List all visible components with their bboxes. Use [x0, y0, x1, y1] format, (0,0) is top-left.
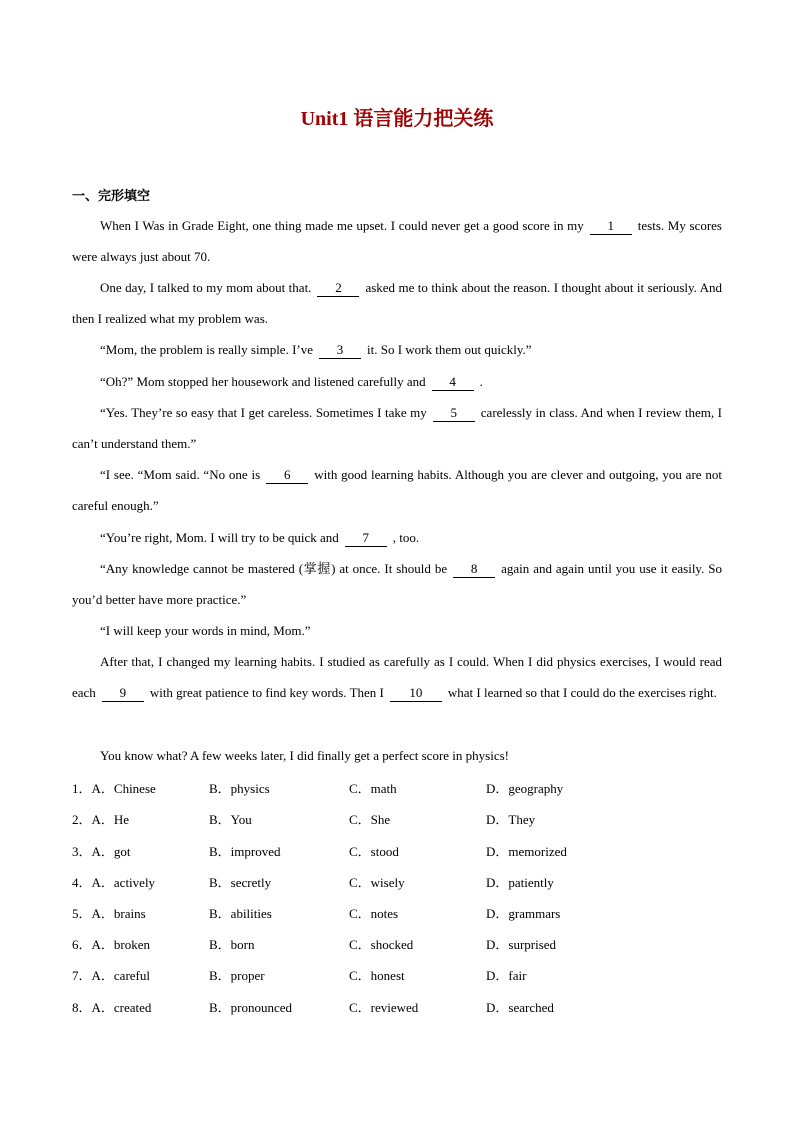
paragraph-text: “You’re right, Mom. I will try to be quick and — [100, 530, 339, 545]
option-a: A．broken — [91, 937, 151, 952]
option-a: A．careful — [91, 968, 150, 983]
question-row — [72, 903, 722, 923]
question-number-and-option-a — [72, 965, 150, 984]
option-c: C．stood — [349, 844, 399, 859]
question-number-and-option-a — [72, 841, 131, 860]
option-d: D．surprised — [486, 937, 557, 952]
paragraph-text: with good learning habits. Although you are clever and outgoing, you are not careful enough.” — [72, 467, 722, 513]
blank-1: 1 — [590, 218, 632, 235]
option-c: C．wisely — [349, 875, 405, 890]
option-d: D．memorized — [486, 844, 567, 859]
paragraph-text: carelessly in class. And when I review them, I can’t understand them.” — [72, 405, 722, 451]
blank-5: 5 — [433, 405, 475, 422]
option-b: B．You — [209, 812, 252, 827]
option-d: D．They — [486, 812, 536, 827]
option-c: C．notes — [349, 906, 399, 921]
passage-paragraph-7 — [72, 522, 722, 553]
question-row — [72, 809, 722, 829]
passage-paragraph-6 — [72, 459, 722, 521]
paragraph-text: again and again until you use it easily. So you’d better have more practice.” — [72, 561, 722, 607]
passage-paragraph-9 — [72, 615, 722, 646]
paragraph-text: what I learned so that I could do the exercises right. — [447, 685, 717, 700]
question-row — [72, 997, 722, 1017]
question-number-and-option-a — [72, 903, 146, 922]
blank-10: 10 — [390, 685, 442, 702]
paragraph-text: “Oh?” Mom stopped her housework and listened carefully and — [100, 374, 426, 389]
option-b: B．secretly — [209, 875, 272, 890]
passage-paragraph-11 — [72, 740, 722, 771]
option-a: A．created — [91, 1000, 152, 1015]
option-d: D．searched — [486, 1000, 554, 1015]
question-row — [72, 934, 722, 954]
passage-paragraph-5 — [72, 397, 722, 459]
paragraph-text: . — [479, 374, 483, 389]
section-heading: 一、完形填空 — [72, 189, 151, 204]
option-a: A．got — [91, 844, 131, 859]
question-row — [72, 841, 722, 861]
blank-8: 8 — [453, 561, 495, 578]
paragraph-text: After that, I changed my learning habits. I studied as carefully as I could. When I did physics exercises, I would read each — [72, 654, 722, 700]
option-b: B．abilities — [209, 906, 272, 921]
option-c: C．math — [349, 781, 397, 796]
blank-3: 3 — [319, 342, 361, 359]
paragraph-text: When I Was in Grade Eight, one thing made me upset. I could never get a good score in my — [100, 218, 584, 233]
paragraph-text: with great patience to find key words. Then I — [149, 685, 384, 700]
option-d: D．grammars — [486, 906, 561, 921]
question-number-and-option-a — [72, 997, 151, 1016]
option-d: D．patiently — [486, 875, 554, 890]
blank-7: 7 — [345, 530, 387, 547]
blank-6: 6 — [266, 467, 308, 484]
question-number: 5． — [72, 906, 92, 921]
option-c: C．She — [349, 812, 391, 827]
page-title: Unit1 语言能力把关练 — [300, 108, 494, 130]
paragraph-text: One day, I talked to my mom about that. — [100, 280, 312, 295]
option-c: C．honest — [349, 968, 405, 983]
passage-paragraph-2 — [72, 272, 722, 334]
passage-paragraph-3 — [72, 334, 722, 365]
question-number: 3． — [72, 844, 92, 859]
question-row — [72, 872, 722, 892]
passage-paragraph-4 — [72, 366, 722, 397]
question-number: 8． — [72, 1000, 92, 1015]
question-number: 7． — [72, 968, 92, 983]
option-c: C．shocked — [349, 937, 414, 952]
question-number-and-option-a — [72, 809, 129, 828]
blank-4: 4 — [432, 374, 474, 391]
question-number: 2． — [72, 812, 92, 827]
blank-9: 9 — [102, 685, 144, 702]
passage-paragraph-1 — [72, 210, 722, 272]
blank-2: 2 — [317, 280, 359, 297]
question-number-and-option-a — [72, 934, 150, 953]
paragraph-text: You know what? A few weeks later, I did finally get a perfect score in physics! — [100, 748, 509, 763]
option-b: B．proper — [209, 968, 265, 983]
question-row — [72, 778, 722, 798]
question-number-and-option-a — [72, 872, 155, 891]
option-a: A．He — [91, 812, 130, 827]
question-row — [72, 965, 722, 985]
option-c: C．reviewed — [349, 1000, 419, 1015]
option-a: A．Chinese — [91, 781, 156, 796]
option-a: A．actively — [91, 875, 156, 890]
option-d: D．geography — [486, 781, 564, 796]
option-b: B．pronounced — [209, 1000, 293, 1015]
paragraph-text: asked me to think about the reason. I thought about it seriously. And then I realized what my problem was. — [72, 280, 723, 326]
paragraph-text: tests. My scores were always just about 70. — [72, 218, 722, 264]
option-b: B．physics — [209, 781, 270, 796]
option-b: B．born — [209, 937, 255, 952]
paragraph-text: “Any knowledge cannot be mastered (掌握) at once. It should be — [100, 561, 448, 576]
paragraph-text: , too. — [392, 530, 420, 545]
passage-paragraph-10 — [72, 646, 722, 708]
question-number: 6． — [72, 937, 92, 952]
option-d: D．fair — [486, 968, 527, 983]
passage-paragraph-8 — [72, 553, 722, 615]
option-b: B．improved — [209, 844, 281, 859]
option-a: A．brains — [91, 906, 146, 921]
question-number-and-option-a — [72, 778, 156, 797]
paragraph-text: “I will keep your words in mind, Mom.” — [100, 623, 311, 638]
question-number: 4． — [72, 875, 92, 890]
question-number: 1． — [72, 781, 92, 796]
paragraph-text: “Mom, the problem is really simple. I’ve — [100, 342, 314, 357]
paragraph-text: it. So I work them out quickly.” — [367, 342, 532, 357]
paragraph-text: “Yes. They’re so easy that I get careless. Sometimes I take my — [100, 405, 427, 420]
paragraph-text: “I see. “Mom said. “No one is — [100, 467, 261, 482]
